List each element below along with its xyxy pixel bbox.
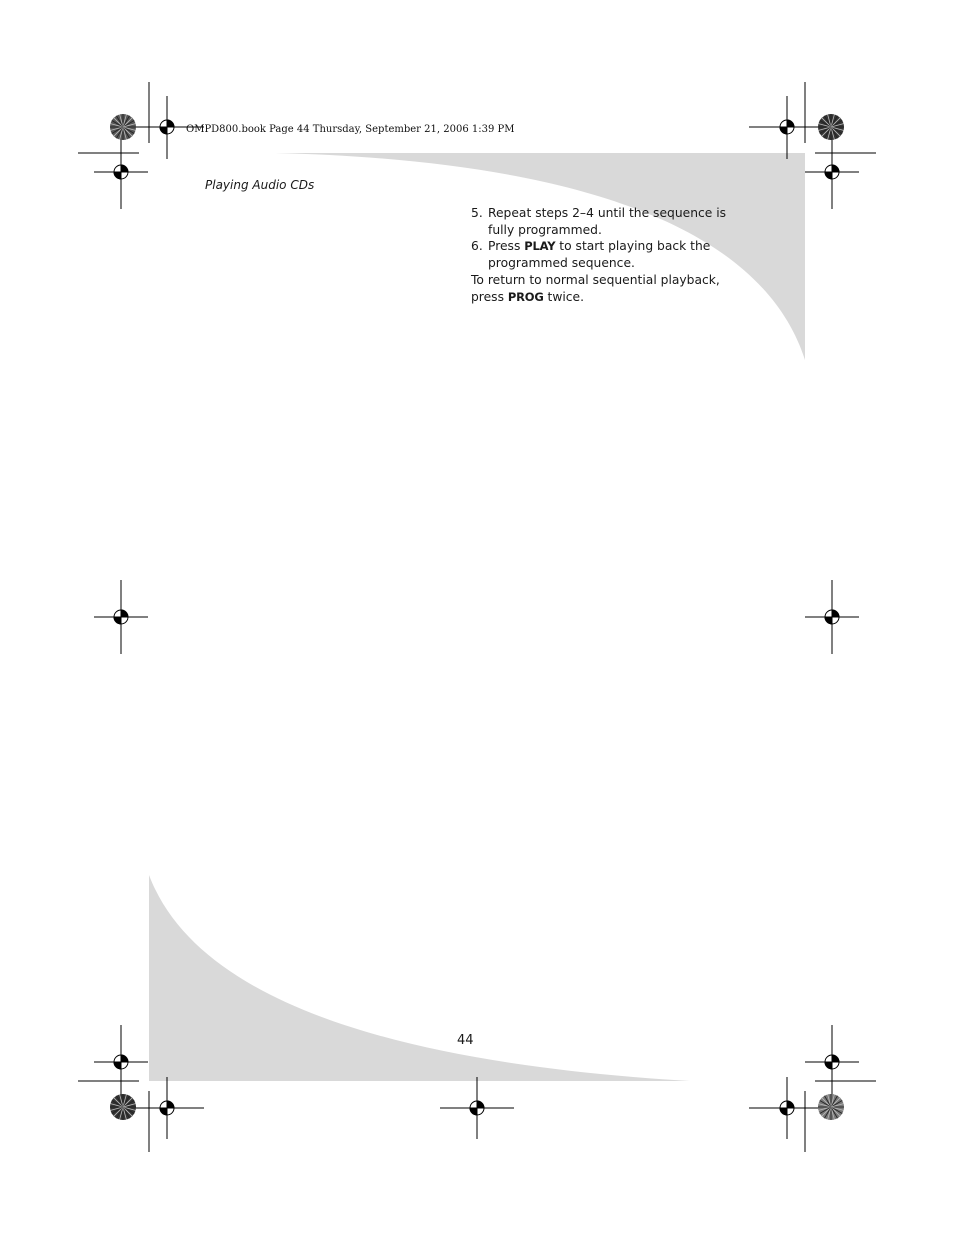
registration-mark-icon xyxy=(749,1077,823,1139)
step-text: Repeat steps 2–4 until the sequence is fully programmed. xyxy=(488,206,727,237)
play-key-label: PLAY xyxy=(524,239,556,253)
step-5 xyxy=(471,205,731,238)
registration-mark-icon xyxy=(805,1025,859,1099)
step-number: 5. xyxy=(471,206,483,220)
registration-mark-icon xyxy=(130,1077,204,1139)
registration-mark-icon xyxy=(805,580,859,654)
registration-mark-icon xyxy=(94,1025,148,1099)
bottom-swoosh xyxy=(149,875,690,1081)
color-bar-icon xyxy=(110,1094,136,1120)
color-bar-icon xyxy=(818,1094,844,1120)
registration-mark-icon xyxy=(440,1077,514,1139)
instruction-block xyxy=(471,205,731,305)
registration-mark-icon xyxy=(94,136,148,209)
note-text-after: twice. xyxy=(543,289,585,304)
prog-key-label: PROG xyxy=(507,289,544,304)
step-text-after: to start playing back the programmed sequence. xyxy=(488,239,711,270)
running-head: Playing Audio CDs xyxy=(205,178,315,192)
registration-mark-icon xyxy=(805,136,859,209)
color-bar-icon xyxy=(110,114,136,140)
note-text-before: To return to normal sequential playback, press xyxy=(471,273,720,304)
page-number: 44 xyxy=(457,1033,474,1048)
registration-mark-icon xyxy=(94,580,148,654)
print-slug: OMPD800.book Page 44 Thursday, September 21, 2006 1:39 PM xyxy=(186,124,515,135)
color-bar-icon xyxy=(818,114,844,140)
step-6 xyxy=(471,238,731,271)
return-note xyxy=(471,272,731,305)
registration-mark-icon xyxy=(749,96,823,159)
step-number: 6. xyxy=(471,239,483,253)
step-text-before: Press xyxy=(488,239,525,253)
